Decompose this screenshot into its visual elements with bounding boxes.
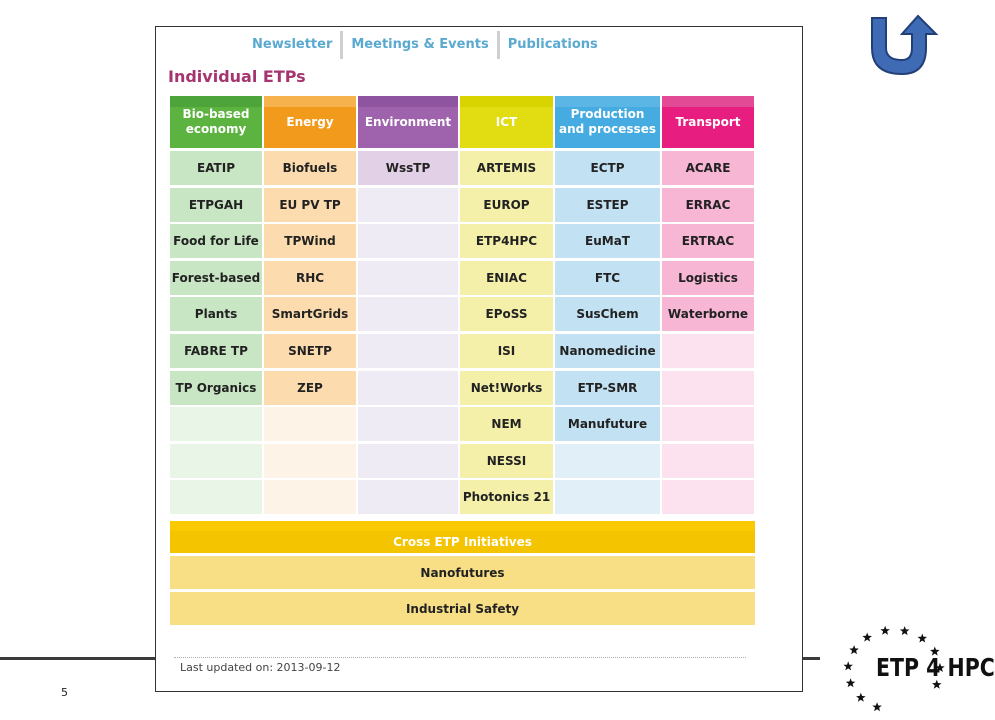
etp-cell[interactable]: ERTRAC <box>662 224 754 258</box>
etp-cell[interactable]: ACARE <box>662 151 754 185</box>
etp-cell[interactable]: Nanomedicine <box>555 334 660 368</box>
etp-cell[interactable]: Plants <box>170 297 262 331</box>
etp-page-frame <box>155 26 803 692</box>
etp-cell[interactable]: TP Organics <box>170 371 262 405</box>
etp-cell[interactable]: ECTP <box>555 151 660 185</box>
star-icon <box>849 645 859 654</box>
etp-cell[interactable]: ARTEMIS <box>460 151 553 185</box>
column-header-line: Energy <box>286 114 334 129</box>
star-icon <box>843 661 853 670</box>
etp-cell[interactable]: Food for Life <box>170 224 262 258</box>
empty-cell <box>358 334 458 368</box>
etp-cell[interactable]: ETP-SMR <box>555 371 660 405</box>
empty-cell <box>662 371 754 405</box>
etp-cell[interactable]: EUROP <box>460 188 553 222</box>
column-header-bar <box>264 96 356 107</box>
column-header-line: Transport <box>675 114 741 129</box>
cross-item-industrial-safety[interactable]: Industrial Safety <box>170 592 755 625</box>
etp-cell[interactable]: NESSI <box>460 444 553 478</box>
star-icon <box>862 633 872 642</box>
etp-cell[interactable]: Logistics <box>662 261 754 295</box>
etp-cell[interactable]: RHC <box>264 261 356 295</box>
star-icon <box>880 626 890 635</box>
column-header <box>555 96 660 148</box>
page-number: 5 <box>61 686 68 699</box>
empty-cell <box>170 407 262 441</box>
nav-publications[interactable]: Publications <box>507 37 598 52</box>
empty-cell <box>555 444 660 478</box>
etp-cell[interactable]: Forest-based <box>170 261 262 295</box>
empty-cell <box>358 224 458 258</box>
cross-item-nanofutures[interactable]: Nanofutures <box>170 556 755 589</box>
etp-cell[interactable]: EATIP <box>170 151 262 185</box>
etp-cell[interactable]: ESTEP <box>555 188 660 222</box>
column-header-label <box>559 107 656 137</box>
etp-cell[interactable]: WssTP <box>358 151 458 185</box>
etp-cell[interactable]: TPWind <box>264 224 356 258</box>
etp-cell[interactable]: FABRE TP <box>170 334 262 368</box>
empty-cell <box>264 480 356 514</box>
back-arrow-icon[interactable] <box>864 14 946 78</box>
etp-cell[interactable]: SmartGrids <box>264 297 356 331</box>
empty-cell <box>264 407 356 441</box>
etp-cell[interactable]: Net!Works <box>460 371 553 405</box>
column-header-bar <box>460 96 553 107</box>
footer-divider <box>174 657 746 658</box>
column-header-label <box>496 115 517 130</box>
etp-cell[interactable]: Waterborne <box>662 297 754 331</box>
etp-cell[interactable]: EuMaT <box>555 224 660 258</box>
star-icon <box>846 678 856 687</box>
etp-cell[interactable]: Biofuels <box>264 151 356 185</box>
column-header-label <box>675 115 740 130</box>
empty-cell <box>358 261 458 295</box>
logo-text: ETP 4 HPC <box>876 653 995 682</box>
empty-cell <box>662 334 754 368</box>
nav-newsletter[interactable]: Newsletter <box>252 37 333 52</box>
etp-cell[interactable]: ETPGAH <box>170 188 262 222</box>
cross-header: Cross ETP Initiatives <box>170 531 755 553</box>
column-header-line: and processes <box>559 122 656 136</box>
empty-cell <box>170 480 262 514</box>
etp-cell[interactable]: ZEP <box>264 371 356 405</box>
column-header-label <box>286 115 333 130</box>
empty-cell <box>358 297 458 331</box>
column-header-line: Production <box>570 107 645 121</box>
empty-cell <box>358 407 458 441</box>
column-header-bar <box>170 96 262 107</box>
etp-cell[interactable]: ETP4HPC <box>460 224 553 258</box>
empty-cell <box>358 371 458 405</box>
etp-cell[interactable]: SusChem <box>555 297 660 331</box>
etp-cell[interactable]: ISI <box>460 334 553 368</box>
empty-cell <box>555 480 660 514</box>
empty-cell <box>662 444 754 478</box>
empty-cell <box>662 480 754 514</box>
empty-cell <box>358 480 458 514</box>
column-header-label <box>365 115 451 130</box>
empty-cell <box>358 188 458 222</box>
empty-cell <box>662 407 754 441</box>
empty-cell <box>358 444 458 478</box>
top-nav <box>244 32 606 58</box>
column-header-label <box>182 107 249 137</box>
column-header-line: economy <box>185 122 247 136</box>
etp-cell[interactable]: Photonics 21 <box>460 480 553 514</box>
etp-cell[interactable]: ERRAC <box>662 188 754 222</box>
empty-cell <box>264 444 356 478</box>
star-icon <box>918 634 928 643</box>
empty-cell <box>170 444 262 478</box>
etp-cell[interactable]: EU PV TP <box>264 188 356 222</box>
cross-etp-section <box>170 521 755 633</box>
cross-header-bar <box>170 521 755 531</box>
etp-cell[interactable]: ENIAC <box>460 261 553 295</box>
column-header <box>170 96 262 148</box>
etp-cell[interactable]: EPoSS <box>460 297 553 331</box>
nav-meetings-events[interactable]: Meetings & Events <box>351 37 489 52</box>
column-header-bar <box>662 96 754 107</box>
column-header <box>662 96 754 148</box>
column-header-line: ICT <box>495 114 518 129</box>
page-title: Individual ETPs <box>168 67 306 86</box>
column-header-bar <box>555 96 660 107</box>
star-icon <box>856 693 866 702</box>
last-updated: Last updated on: 2013-09-12 <box>180 661 341 674</box>
star-icon <box>900 626 910 635</box>
column-header <box>358 96 458 148</box>
etp-cell[interactable]: NEM <box>460 407 553 441</box>
column-header <box>264 96 356 148</box>
column-header <box>460 96 553 148</box>
star-icon <box>872 702 882 711</box>
etp-cell[interactable]: FTC <box>555 261 660 295</box>
column-header-bar <box>358 96 458 107</box>
etp-cell[interactable]: SNETP <box>264 334 356 368</box>
column-header-line: Environment <box>364 114 452 129</box>
etp-cell[interactable]: Manufuture <box>555 407 660 441</box>
column-header-line: Bio-based <box>182 107 250 121</box>
